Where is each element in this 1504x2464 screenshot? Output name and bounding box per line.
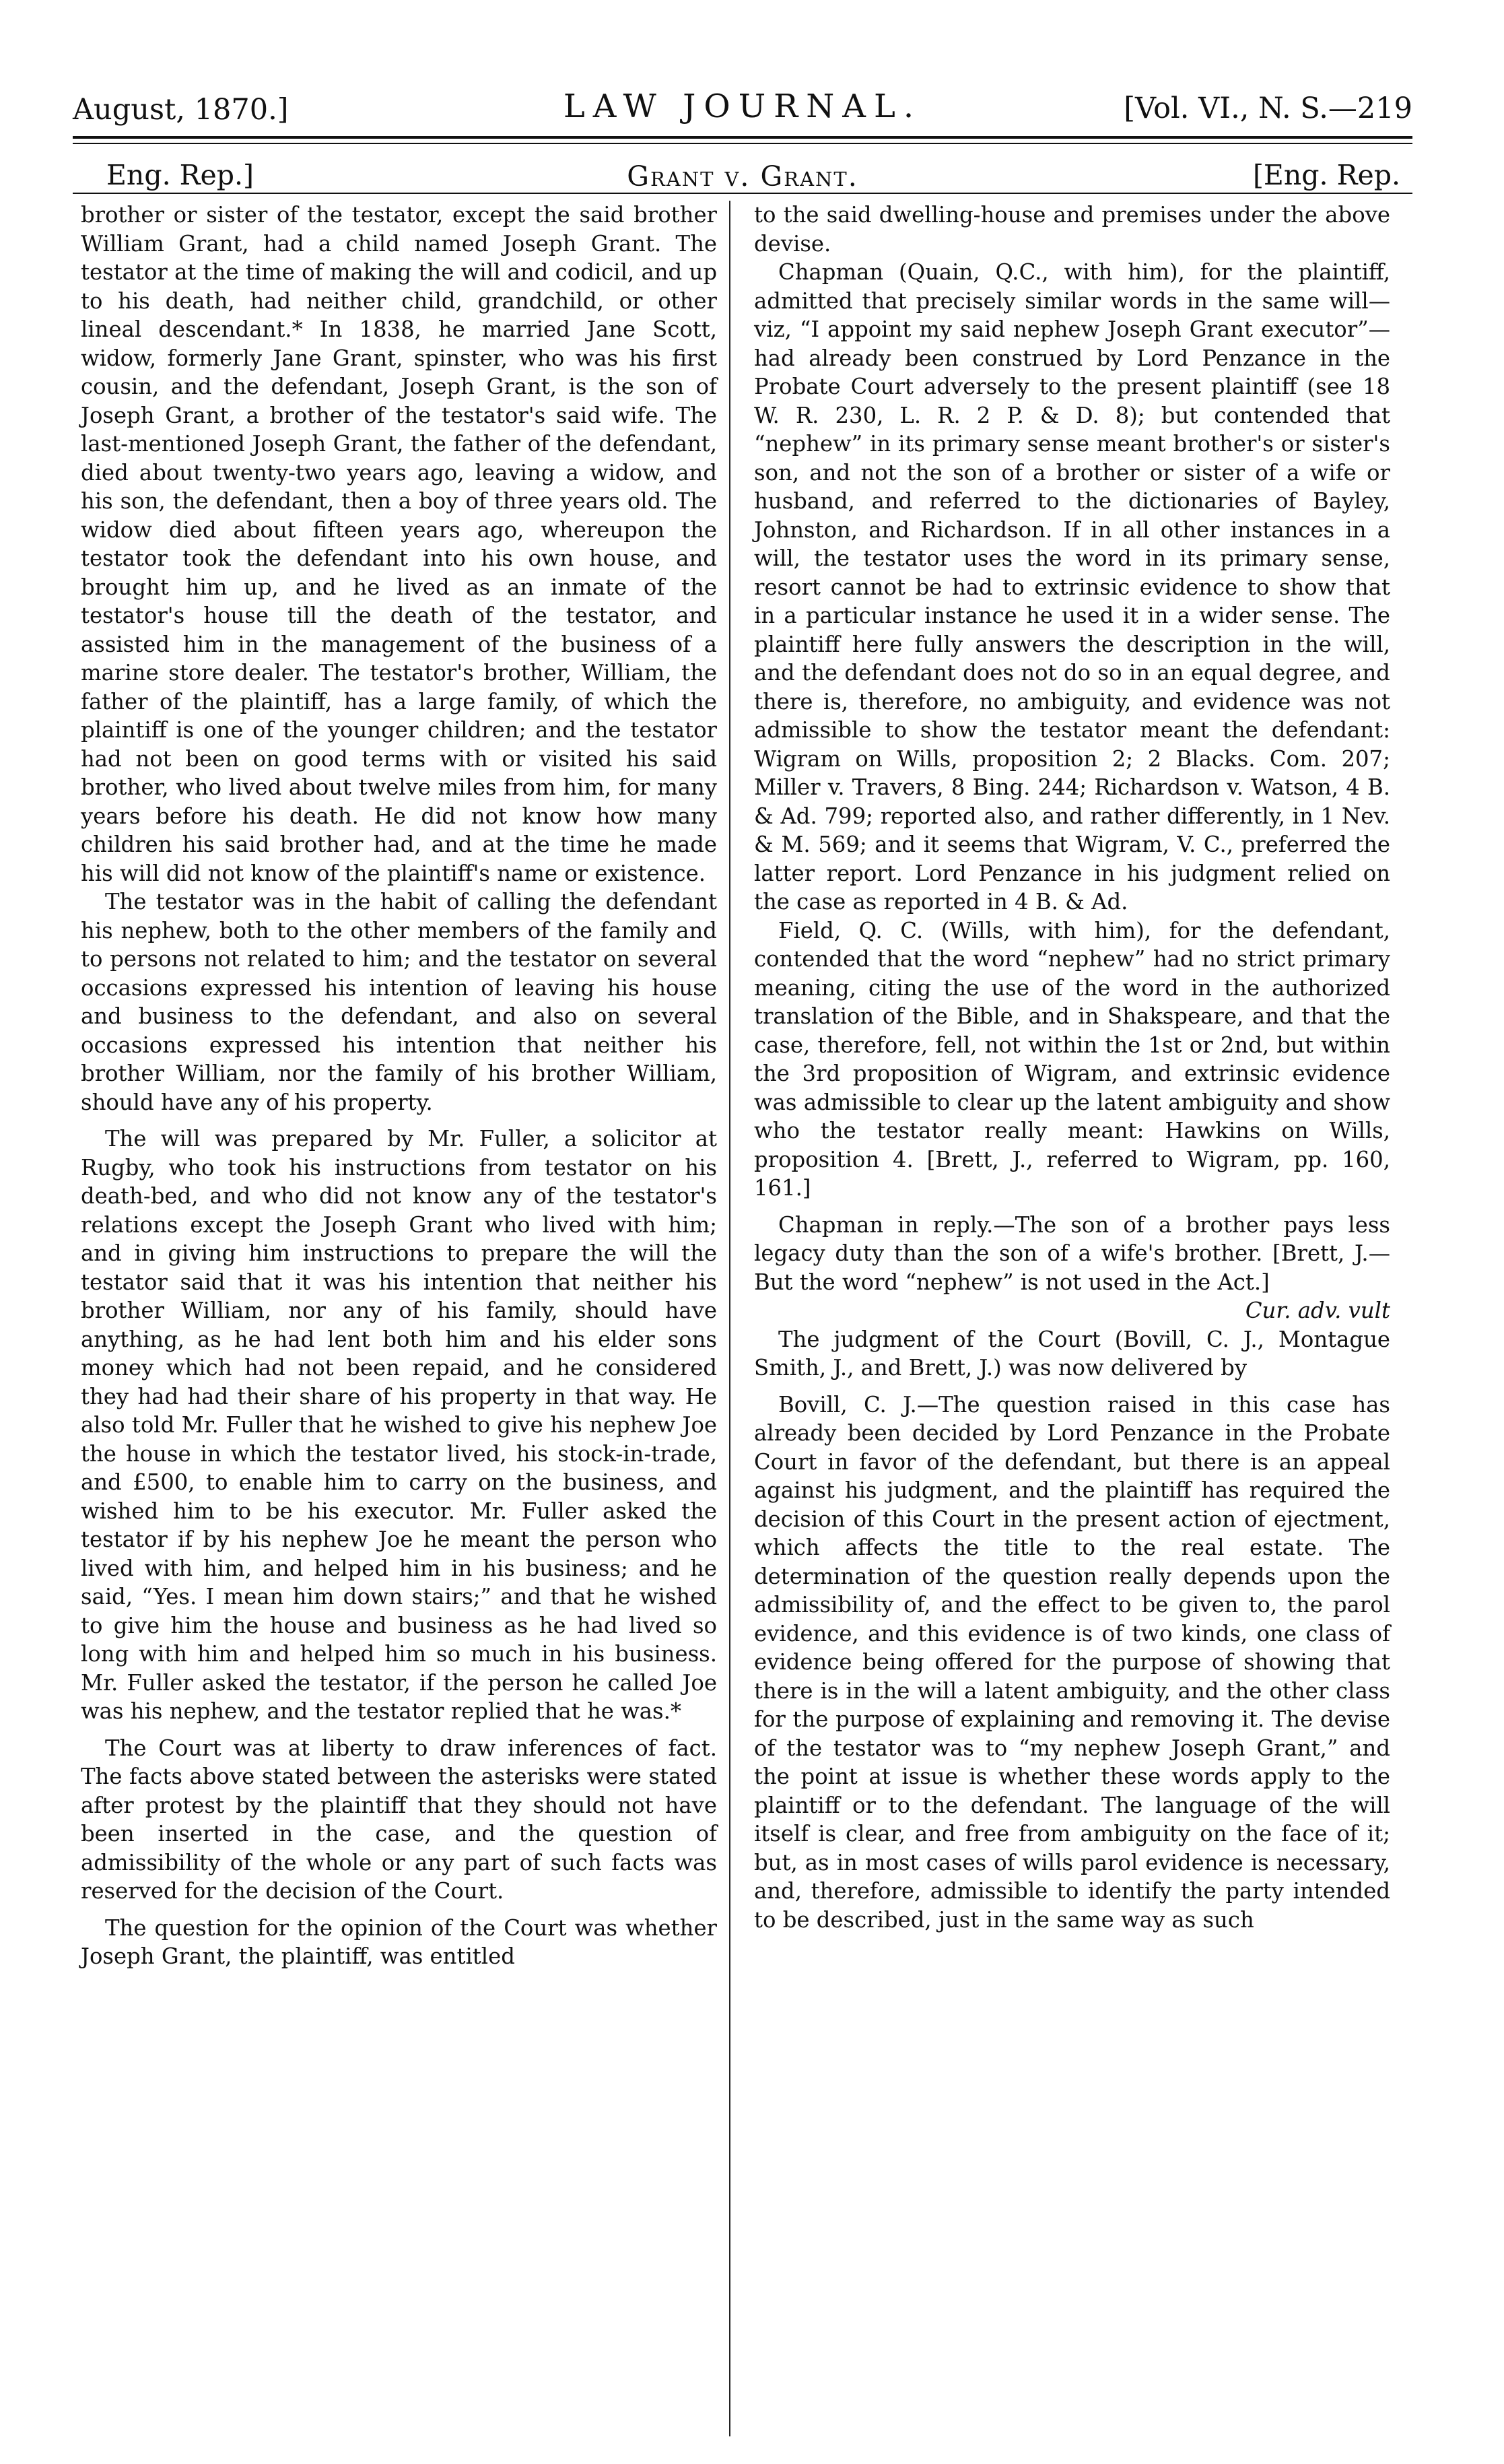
cur-adv-vult: Cur. adv. vult [1245, 1298, 1390, 1323]
paragraph: Bovill, C. J.—The question raised in this case has already been decided by Lord Penzance in the Probate Court in favor of the defendant, but there is an appeal against his judgment, and the plaintiff has required the decision of this Court in the present action of ejectment, which affects the title to the real estate. The determination of the question really depends upon the admissibility of, and the effect to be given to, the parol evidence, and this evidence is of two kinds, one class of evidence being offered for the purpose of showing that there is in the will a latent ambiguity, and the other class for the purpose of explaining and removing it. The devise of the testator was to “my nephew Joseph Grant,” and the point at issue is whether these words apply to the plaintiff or to the defendant. The language of the will itself is clear, and free from ambiguity on the face of it; but, as in most cases of wills parol evidence is necessary, and, therefore, admissible to identify the party intended to be described, just in the same way as such [754, 1391, 1390, 1933]
paragraph: The judgment of the Court (Bovill, C. J., Montague Smith, J., and Brett, J.) was now delivered by [754, 1326, 1390, 1380]
case-title: Grant v. Grant. [627, 160, 858, 193]
header-double-rule [73, 136, 1412, 144]
case-head-rule [73, 193, 1412, 194]
running-head-date: August, 1870.] [73, 93, 289, 127]
report-series-right: [Eng. Rep. [1252, 159, 1400, 191]
paragraph: Chapman (Quain, Q.C., with him), for the plaintiff, admitted that precisely similar words in the same will—viz, “I appoint my said nephew Joseph Grant executor”—had already been construed by Lord Penzance in the Probate Court adversely to the present plaintiff (see 18 W. R. 230, L. R. 2 P. & D. 8); but contended that “nephew” in its primary sense meant brother's or sister's son, and not the son of a brother or sister of a wife or husband, and referred to the dictionaries of Bayley, Johnston, and Richardson. If in all other instances in a will, the testator uses the word in its primary sense, resort cannot be had to extrinsic evidence to show that in a particular instance he used it in a wider sense. The plaintiff here fully answers the description in the will, and the defendant does not do so in an equal degree, and there is, therefore, no ambiguity, and evidence was not admissible to show the testator meant the defendant: Wigram on Wills, proposition 2; 2 Blacks. Com. 207; Miller v. Travers, 8 Bing. 244; Richardson v. Watson, 4 B. & Ad. 799; reported also, and rather differently, in 1 Nev. & M. 569; and it seems that Wigram, V. C., preferred the latter report. Lord Penzance in his judgment relied on the case as reported in 4 B. & Ad. [754, 259, 1390, 914]
paragraph: The will was prepared by Mr. Fuller, a solicitor at Rugby, who took his instructions from testator on his death-bed, and who did not know any of the testator's relations except the Joseph Grant who lived with him; and in giving him instructions to prepare the will the testator said that it was his intention that neither his brother William, nor any of his family, should have anything, as he had lent both him and his elder sons money which had not been repaid, and he considered they had had their share of his property in that way. He also told Mr. Fuller that he wished to give his nephew Joe the house in which the testator lived, his stock-in-trade, and £500, to enable him to carry on the business, and wished him to be his executor. Mr. Fuller asked the testator if by his nephew Joe he meant the person who lived with him, and helped him in his business; and he said, “Yes. I mean him down stairs;” and that he wished to give him the house and business as he had lived so long with him and helped him so much in his business. Mr. Fuller asked the testator, if the person he called Joe was his nephew, and the testator replied that he was.* [81, 1126, 717, 1724]
report-series-left: Eng. Rep.] [106, 159, 254, 191]
paragraph: The question for the opinion of the Court was whether Joseph Grant, the plaintiff, was entitled [81, 1914, 717, 1969]
page [73, 79, 1412, 1969]
running-head [73, 79, 1412, 127]
case-head [73, 144, 1412, 193]
paragraph: to the said dwelling-house and premises under the above devise. [754, 202, 1390, 257]
volume-page-number: [Vol. VI., N. S.—219 [1124, 92, 1412, 125]
right-column [754, 201, 1390, 1934]
left-column [81, 201, 717, 1971]
journal-title: LAW JOURNAL. [563, 88, 922, 125]
column-divider [729, 201, 730, 2436]
paragraph: brother or sister of the testator, except the said brother William Grant, had a child named Joseph Grant. The testator at the time of making the will and codicil, and up to his death, had neither child, grandchild, or other lineal descendant.* In 1838, he married Jane Scott, widow, formerly Jane Grant, spinster, who was his first cousin, and the defendant, Joseph Grant, is the son of Joseph Grant, a brother of the testator's said wife. The last-mentioned Joseph Grant, the father of the defendant, died about twenty-two years ago, leaving a widow, and his son, the defendant, then a boy of three years old. The widow died about fifteen years ago, whereupon the testator took the defendant into his own house, and brought him up, and he lived as an inmate of the testator's house till the death of the testator, and assisted him in the management of the business of a marine store dealer. The testator's brother, William, the father of the plaintiff, has a large family, of which the plaintiff is one of the younger children; and the testator had not been on good terms with or visited his said brother, who lived about twelve miles from him, for many years before his death. He did not know how many children his said brother had, and at the time he made his will did not know of the plaintiff's name or existence. [81, 202, 717, 886]
paragraph: The Court was at liberty to draw inferences of fact. The facts above stated between the asterisks were stated after protest by the plaintiff that they should not have been inserted in the case, and the question of admissibility of the whole or any part of such facts was reserved for the decision of the Court. [81, 1735, 717, 1904]
paragraph: Chapman in reply.—The son of a brother pays less legacy duty than the son of a wife's brother. [Brett, J.—But the word “nephew” is not used in the Act.] [754, 1211, 1390, 1295]
paragraph: The testator was in the habit of calling the defendant his nephew, both to the other members of the family and to persons not related to him; and the testator on several occasions expressed his intention of leaving his house and business to the defendant, and also on several occasions expressed his intention that neither his brother William, nor the family of his brother William, should have any of his property. [81, 889, 717, 1115]
judgment [754, 1325, 1390, 1935]
paragraph: Field, Q. C. (Wills, with him), for the defendant, contended that the word “nephew” had no strict primary meaning, citing the use of the word in the authorized translation of the Bible, and in Shakspeare, and that the case, therefore, fell, not within the 1st or 2nd, but within the 3rd proposition of Wigram, and extrinsic evidence was admissible to clear up the latent ambiguity and show who the testator really meant: Hawkins on Wills, proposition 4. [Brett, J., referred to Wigram, pp. 160, 161.] [754, 917, 1390, 1201]
